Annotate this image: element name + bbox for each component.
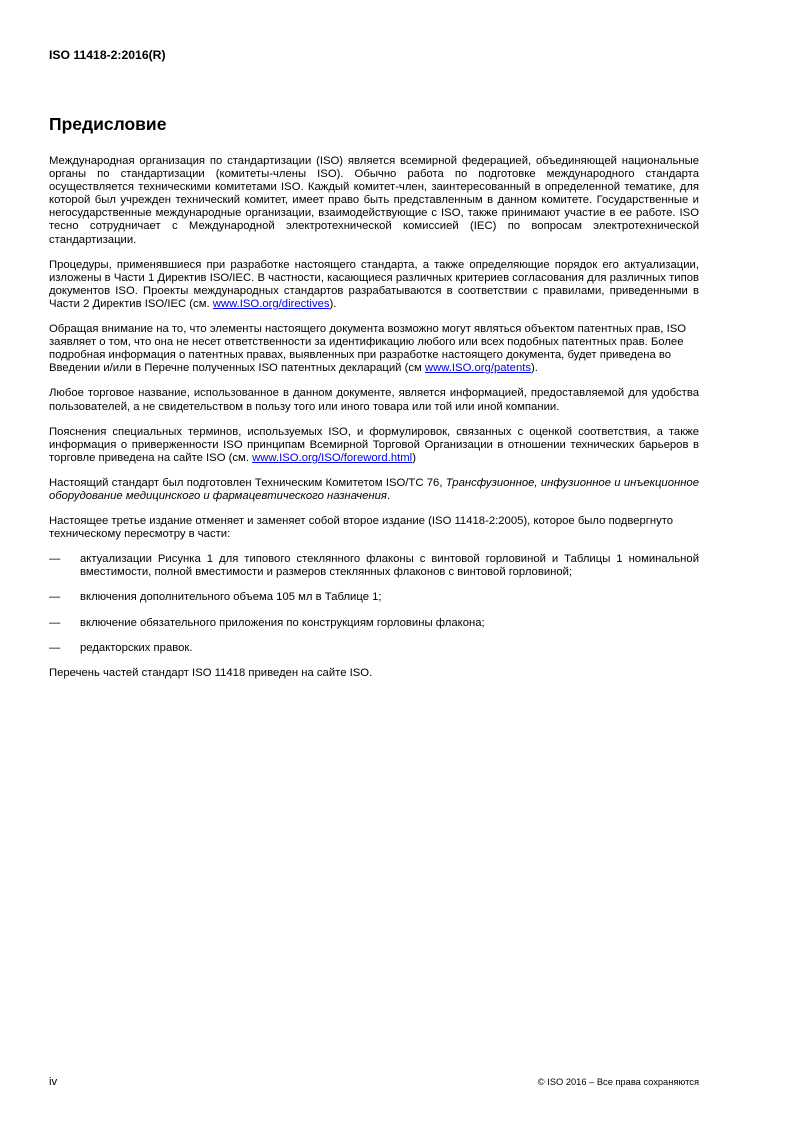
list-item bbox=[49, 617, 699, 630]
list-item-text: включение обязательного приложения по конструкциям горловины флакона; bbox=[80, 616, 485, 629]
dash-bullet: — bbox=[49, 641, 61, 654]
dash-bullet: — bbox=[49, 616, 61, 629]
paragraph-iso-organization: Международная организация по стандартизации (ISO) является всемирной федерацией, объединяющей национальные органы по стандартизации (комитеты-члены ISO). Обычно работа по подготовке международного стандарта осуществляется техническими комитетами ISO. Каждый комитет-член, заинтересованный в определенной тематике, для которой был учрежден технический комитет, имеет право быть представленным в данном комитете. Государственные и негосударственные международные организации, взаимодействующие с ISO, также принимают участие в ее работе. ISO тесно сотрудничает с Международной электротехнической комиссией (IEC) по вопросам электротехнической стандартизации. bbox=[49, 155, 699, 246]
list-item bbox=[49, 553, 699, 579]
copyright-notice: © ISO 2016 – Все права сохраняются bbox=[537, 1077, 699, 1087]
page-number: iv bbox=[49, 1076, 58, 1088]
paragraph-text: Обращая внимание на то, что элементы настоящего документа возможно могут являться объектом патентных прав, ISO заявляет о том, что она не несет ответственности за идентификацию любого или всех подобных патентных прав. Более подробная информация о патентных правах, выявленных при разработке настоящего документа, будет приведена во Введении и/или в Перечне полученных ISO патентных деклараций (см bbox=[49, 323, 687, 375]
dash-bullet: — bbox=[49, 591, 61, 604]
page-title: Предисловие bbox=[49, 114, 167, 134]
list-item-text: редакторских правок. bbox=[80, 641, 193, 654]
paragraph-trade-names: Любое торговое название, использованное в данном документе, является информацией, предоставляемой для удобства пользователей, а не свидетельством в пользу того или иного товара или той или иной компании. bbox=[49, 387, 699, 413]
committee-title: Трансфузионное, инфузионное и инъекционное оборудование медицинского и фармацевтического назначения bbox=[49, 476, 699, 502]
directives-link[interactable]: www.ISO.org/directives bbox=[212, 297, 330, 310]
paragraph-procedures bbox=[49, 259, 699, 311]
paragraph-text: ). bbox=[531, 362, 538, 375]
list-item bbox=[49, 642, 699, 655]
paragraph-committee bbox=[49, 477, 699, 503]
changes-list bbox=[49, 553, 699, 654]
paragraph-text: ) bbox=[412, 451, 416, 464]
paragraph-patents bbox=[49, 323, 699, 375]
list-item-text: включения дополнительного объема 105 мл в Таблице 1; bbox=[80, 591, 382, 604]
paragraph-text: Процедуры, применявшиеся при разработке настоящего стандарта, а также определяющие порядок его актуализации, изложены в Части 1 Директив ISO/IEC. В частности, касающиеся различных критериев согласования для различных типов документов ISO. Проекты международных стандартов разрабатываются в соответствии с правилами, приведенными в Части 2 Директив ISO/IEC (см. bbox=[49, 258, 699, 310]
foreword-link[interactable]: www.ISO.org/ISO/foreword.html bbox=[252, 451, 413, 464]
list-item-text: актуализации Рисунка 1 для типового стеклянного флаконы с винтовой горловиной и Таблицы 1 номинальной вместимости, полной вместимости и размеров стеклянных флаконов с винтовой горловиной; bbox=[80, 553, 699, 579]
paragraph-edition: Настоящее третье издание отменяет и заменяет собой второе издание (ISO 11418-2:2005), которое было подвергнуто техническому пересмотру в части: bbox=[49, 515, 674, 541]
paragraph-text: Пояснения специальных терминов, используемых ISO, и формулировок, связанных с оценкой соответствия, а также информация о приверженности ISO принципам Всемирной Торговой Организации в отношении технических барьеров в торговле приведена на сайте ISO (см. bbox=[49, 425, 699, 464]
paragraph-terms bbox=[49, 426, 699, 465]
foreword-body bbox=[49, 155, 699, 692]
paragraph-text: . bbox=[386, 489, 391, 502]
paragraph-text: Настоящий стандарт был подготовлен Техническим Комитетом ISO/TC 76, bbox=[49, 476, 446, 489]
list-item bbox=[49, 591, 699, 604]
patents-link[interactable]: www.ISO.org/patents bbox=[424, 362, 532, 375]
paragraph-text: ). bbox=[329, 297, 337, 310]
document-id: ISO 11418-2:2016(R) bbox=[49, 48, 166, 62]
paragraph-parts: Перечень частей стандарт ISO 11418 приведен на сайте ISO. bbox=[49, 666, 373, 679]
dash-bullet: — bbox=[49, 553, 61, 566]
